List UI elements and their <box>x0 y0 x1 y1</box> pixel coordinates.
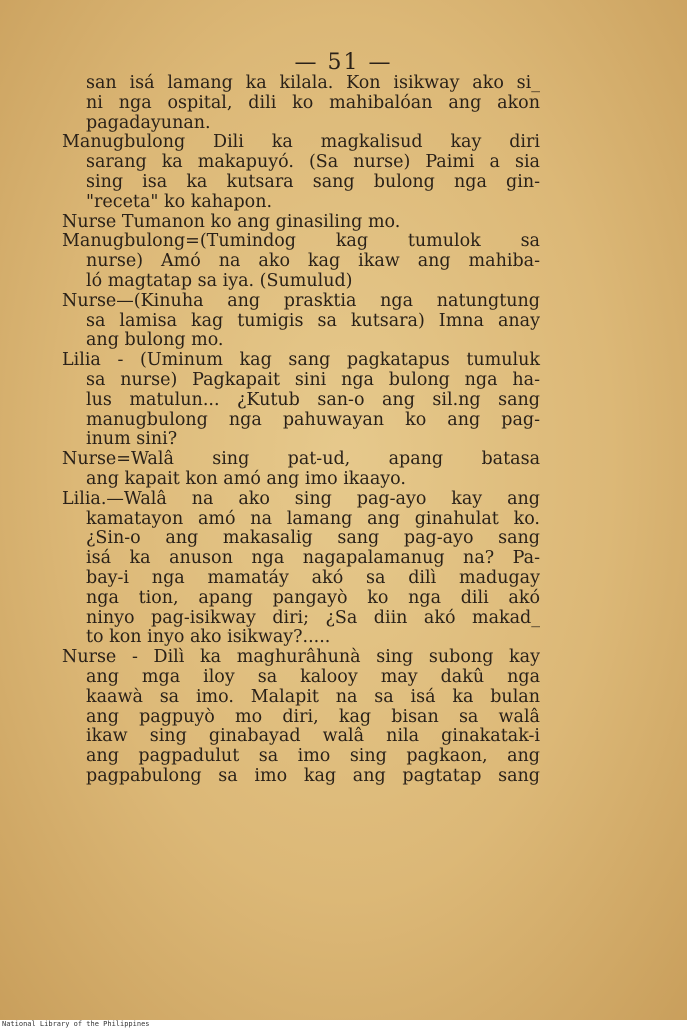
text-line: Nurse Tumanon ko ang ginasiling mo. <box>62 211 401 232</box>
text-line: ikaw sing ginabayad walâ nila ginakatak-i <box>86 726 540 747</box>
text-line: san isá lamang ka kilala. Kon isikway ako si_ <box>86 73 540 93</box>
text-line: sa lamisa kag tumigis sa kutsara) Imna anay <box>86 310 540 331</box>
text-line: ni nga ospital, dili ko mahibalóan ang akon <box>86 92 540 113</box>
text-line: ang bulong mo. <box>86 330 224 351</box>
text-line: ló magtatap sa iya. (Sumulud) <box>86 270 353 291</box>
page-text <box>62 74 540 787</box>
text-line: ¿Sin-o ang makasalig sang pag-ayo sang <box>86 528 540 549</box>
text-line: nurse) Amó na ako kag ikaw ang mahiba- <box>86 251 540 272</box>
text-line: pagadayunan. <box>86 112 211 133</box>
text-line: Nurse - Dilì ka maghurâhunà sing subong kay <box>62 647 540 668</box>
text-line: Lilia - (Uminum kag sang pagkatapus tumuluk <box>62 350 540 371</box>
text-line: nga tion, apang pangayò ko nga dili akó <box>86 587 540 608</box>
text-line: Manugbulong=(Tumindog kag tumulok sa <box>62 231 540 252</box>
text-line: bay-i nga mamatáy akó sa dilì madugay <box>86 567 540 588</box>
text-line: to kon inyo ako isikway?..... <box>86 627 331 648</box>
text-line: ang mga iloy sa kalooy may dakû nga <box>86 666 540 687</box>
text-line: kamatayon amó na lamang ang ginahulat ko. <box>86 508 540 529</box>
text-line: "receta" ko kahapon. <box>86 191 273 212</box>
text-line: pagpabulong sa imo kag ang pagtatap sang <box>86 765 540 786</box>
text-line: isá ka anuson nga nagapalamanug na? Pa- <box>86 548 540 569</box>
text-line: sa nurse) Pagkapait sini nga bulong nga ha- <box>86 369 540 390</box>
text-line: lus matulun... ¿Kutub san-o ang sil.ng sang <box>86 389 540 410</box>
text-line: sarang ka makapuyó. (Sa nurse) Paimi a sia <box>86 152 540 173</box>
text-line: ang kapait kon amó ang imo ikaayo. <box>86 468 406 489</box>
page-number: — 51 — <box>294 50 393 75</box>
library-credit: National Library of the Philippines <box>0 1020 687 1028</box>
text-line: ang pagpadulut sa imo sing pagkaon, ang <box>86 746 540 767</box>
text-line: Manugbulong Dili ka magkalisud kay diri <box>62 132 540 153</box>
text-line: kaawà sa imo. Malapit na sa isá ka bulan <box>86 686 540 707</box>
text-line: inum sini? <box>86 429 178 450</box>
text-line: ninyo pag-isikway diri; ¿Sa diin akó makad_ <box>86 607 540 628</box>
text-line: sing isa ka kutsara sang bulong nga gin- <box>86 171 540 192</box>
text-line: Lilia.—Walâ na ako sing pag-ayo kay ang <box>62 488 540 509</box>
text-line: Nurse=Walâ sing pat-ud, apang batasa <box>62 449 540 470</box>
text-line: ang pagpuyò mo diri, kag bisan sa walâ <box>86 706 540 727</box>
text-line: Nurse—(Kinuha ang prasktia nga natungtung <box>62 290 540 311</box>
text-line: manugbulong nga pahuwayan ko ang pag- <box>86 409 540 430</box>
